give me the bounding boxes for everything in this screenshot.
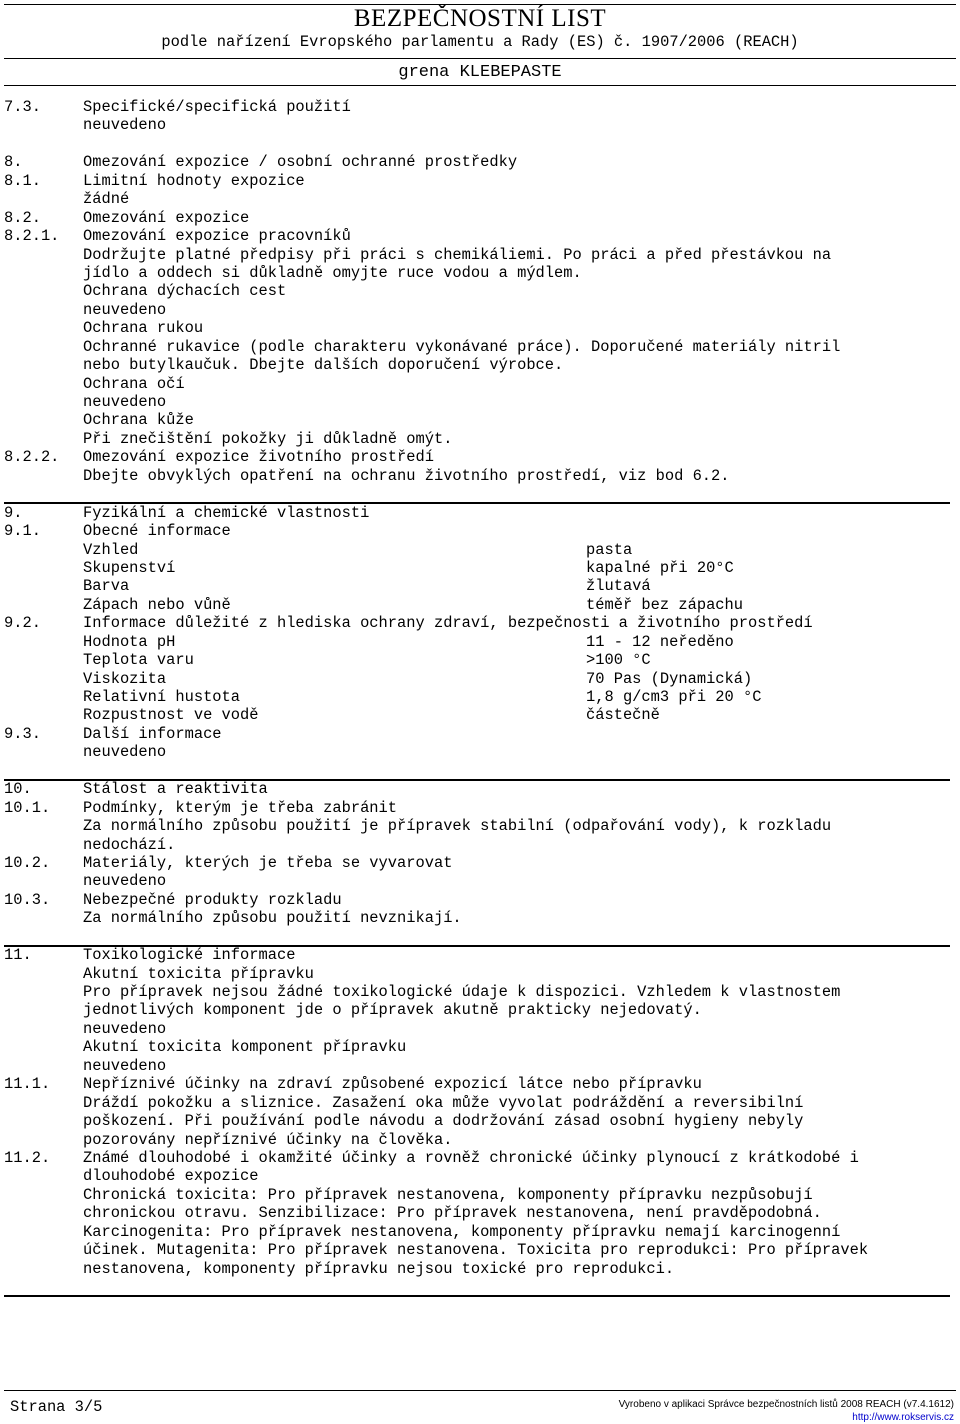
text-line — [4, 596, 950, 614]
line-text: Dbejte obvyklých opatření na ochranu životního prostředí, viz bod 6.2. — [83, 466, 730, 485]
text-line — [4, 1131, 950, 1149]
document-body — [4, 98, 950, 1296]
text-line — [4, 1241, 950, 1259]
line-text: žádné — [83, 190, 130, 209]
text-line — [4, 1001, 950, 1019]
line-text: nedochází. — [83, 835, 176, 854]
text-line — [4, 172, 950, 190]
text-line — [4, 541, 950, 559]
text-line — [4, 651, 950, 669]
text-line — [4, 246, 950, 264]
section-heading: Specifické/specifická použití — [83, 98, 351, 116]
section-heading: Omezování expozice — [83, 208, 250, 227]
property-label: Skupenství — [83, 558, 176, 577]
property-label: Vzhled — [83, 540, 139, 559]
text-line — [4, 854, 950, 872]
section-heading: Informace důležité z hlediska ochrany zdraví, bezpečnosti a životního prostředí — [83, 614, 813, 633]
section-heading: Omezování expozice / osobní ochranné prostředky — [83, 153, 518, 172]
text-line — [4, 338, 950, 356]
section-number: 8.1. — [4, 171, 41, 190]
line-text: Ochrana dýchacích cest — [83, 282, 287, 301]
section-heading: Fyzikální a chemické vlastnosti — [83, 503, 370, 522]
section-number: 9.3. — [4, 724, 41, 743]
text-line — [4, 909, 950, 927]
text-line — [4, 1112, 950, 1130]
text-line — [4, 965, 950, 983]
section-number: 10.1. — [4, 798, 51, 817]
section-heading: Omezování expozice pracovníků — [83, 227, 351, 246]
section-heading: Materiály, kterých je třeba se vyvarovat — [83, 853, 453, 872]
line-text: neuvedeno — [83, 1019, 167, 1038]
text-line — [4, 1038, 950, 1056]
line-text: neuvedeno — [83, 393, 167, 411]
text-line — [4, 1075, 950, 1093]
section-number: 8.2.2. — [4, 448, 60, 467]
line-text: Dráždí pokožku a sliznice. Zasažení oka může vyvolat podráždění a reversibilní — [83, 1093, 804, 1112]
text-line — [4, 282, 950, 300]
product-name: grena KLEBEPASTE — [398, 63, 562, 82]
text-line — [4, 633, 950, 651]
text-line — [4, 670, 950, 688]
line-text: pozorovány nepříznivé účinky na člověka. — [83, 1130, 453, 1149]
property-value: 11 - 12 neředěno — [586, 632, 734, 651]
footer-made-by: Vyrobeno v aplikaci Správce bezpečnostních listů 2008 REACH (v7.4.1612) — [618, 1399, 954, 1410]
line-text: Ochrana kůže — [83, 411, 194, 430]
page-number: Strana 3/5 — [10, 1398, 103, 1416]
section-divider — [4, 928, 950, 946]
footer-credit — [619, 1398, 954, 1424]
text-line — [4, 467, 950, 485]
line-text: Akutní toxicita přípravku — [83, 964, 314, 983]
section-number: 10. — [4, 780, 32, 799]
section-number: 11. — [4, 946, 32, 965]
text-line — [4, 153, 950, 171]
text-line — [4, 688, 950, 706]
text-line — [4, 559, 950, 577]
section-number: 9.1. — [4, 522, 41, 541]
line-text: nebo butylkaučuk. Dbejte dalších doporučení výrobce. — [83, 356, 564, 375]
header-divider — [4, 85, 956, 86]
text-line — [4, 983, 950, 1001]
line-text: jednotlivých komponent jde o přípravek akutně prakticky nejedovatý. — [83, 1001, 702, 1020]
line-text: neuvedeno — [83, 743, 167, 762]
text-line — [4, 614, 950, 632]
property-value: kapalné při 20°C — [586, 558, 734, 577]
line-text: nestanovena, komponenty přípravku nejsou toxické pro reprodukci. — [83, 1259, 675, 1278]
property-value: pasta — [586, 540, 633, 559]
line-text: jídlo a oddech si důkladně omyjte ruce vodou a mýdlem. — [83, 263, 582, 282]
text-line — [4, 799, 950, 817]
section-number: 11.2. — [4, 1148, 51, 1167]
text-line — [4, 319, 950, 337]
document-title: BEZPEČNOSTNÍ LIST — [353, 5, 607, 32]
section-heading: Podmínky, kterým je třeba zabránit — [83, 798, 398, 817]
line-text: Za normálního způsobu použití je přípravek stabilní (odpařování vody), k rozkladu — [83, 817, 832, 836]
text-line — [4, 1204, 950, 1222]
text-line — [4, 725, 950, 743]
line-text: Ochranné rukavice (podle charakteru vykonávané práce). Doporučené materiály nitril — [83, 337, 841, 356]
text-line — [4, 98, 950, 116]
section-number: 10.2. — [4, 853, 51, 872]
section-heading: Známé dlouhodobé i okamžité účinky a rovněž chronické účinky plynoucí z krátkodobé i — [83, 1148, 859, 1167]
text-line — [4, 946, 950, 964]
text-line — [4, 430, 950, 448]
text-line — [4, 448, 950, 466]
text-line — [4, 817, 950, 835]
text-line — [4, 301, 950, 319]
text-line — [4, 872, 950, 890]
line-text: Ochrana očí — [83, 374, 185, 393]
text-line — [4, 504, 950, 522]
text-line — [4, 577, 950, 595]
line-text: Pro přípravek nejsou žádné toxikologické údaje k dispozici. Vzhledem k vlastnostem — [83, 983, 841, 1001]
text-line — [4, 1186, 950, 1204]
section-heading: Nepříznivé účinky na zdraví způsobené expozicí látce nebo přípravku — [83, 1075, 702, 1094]
line-text: Ochrana rukou — [83, 319, 204, 338]
section-heading: Obecné informace — [83, 522, 231, 541]
property-label: Barva — [83, 577, 130, 596]
text-line — [4, 522, 950, 540]
property-value: 70 Pas (Dynamická) — [586, 669, 753, 688]
line-text: Dodržujte platné předpisy při práci s chemikáliemi. Po práci a před přestávkou na — [83, 245, 832, 264]
footer-url-link[interactable]: http://www.rokservis.cz — [852, 1412, 954, 1423]
property-value: >100 °C — [586, 651, 651, 670]
section-heading: Limitní hodnoty expozice — [83, 171, 305, 190]
text-line — [4, 836, 950, 854]
property-label: Teplota varu — [83, 651, 194, 670]
line-text: Při znečištění pokožky ji důkladně omýt. — [83, 429, 453, 448]
line-text: Karcinogenita: Pro přípravek nestanovena, komponenty přípravku nemají karcinogenní — [83, 1222, 841, 1241]
section-heading: Stálost a reaktivita — [83, 780, 268, 799]
line-text: Za normálního způsobu použití nevznikají. — [83, 909, 462, 928]
property-label: Rozpustnost ve vodě — [83, 706, 259, 725]
text-line — [4, 209, 950, 227]
section-divider — [4, 485, 950, 503]
line-text: poškození. Při používání podle návodu a dodržování zásad osobní hygieny nebyly — [83, 1112, 804, 1131]
section-divider — [4, 1278, 950, 1296]
section-number: 8. — [4, 153, 23, 172]
text-line — [4, 1057, 950, 1075]
line-text: neuvedeno — [83, 116, 167, 135]
property-value: 1,8 g/cm3 při 20 °C — [586, 688, 762, 706]
section-heading: Nebezpečné produkty rozkladu — [83, 890, 342, 909]
text-line — [4, 393, 950, 411]
section-number: 8.2. — [4, 208, 41, 227]
section-number: 11.1. — [4, 1075, 51, 1094]
text-line — [4, 1167, 950, 1185]
section-heading: Omezování expozice životního prostředí — [83, 448, 434, 467]
property-value: téměř bez zápachu — [586, 595, 744, 614]
text-line — [4, 227, 950, 245]
text-line — [4, 780, 950, 798]
line-text: účinek. Mutagenita: Pro přípravek nestanovena. Toxicita pro reprodukci: Pro přípravek — [83, 1241, 869, 1260]
text-line — [4, 411, 950, 429]
section-heading: Toxikologické informace — [83, 946, 296, 965]
property-label: Hodnota pH — [83, 632, 176, 651]
section-number: 8.2.1. — [4, 227, 60, 246]
property-label: Zápach nebo vůně — [83, 595, 231, 614]
section-number: 9. — [4, 503, 23, 522]
section-divider — [4, 762, 950, 780]
text-line — [4, 190, 950, 208]
property-value: žlutavá — [586, 577, 651, 596]
text-line — [4, 1260, 950, 1278]
document-subtitle: podle nařízení Evropského parlamentu a Rady (ES) č. 1907/2006 (REACH) — [161, 33, 799, 51]
text-line — [4, 706, 950, 724]
section-heading: Další informace — [83, 724, 222, 743]
footer-divider — [4, 1390, 956, 1391]
section-number: 7.3. — [4, 98, 41, 116]
line-text: Akutní toxicita komponent přípravku — [83, 1038, 407, 1057]
line-text: neuvedeno — [83, 872, 167, 891]
line-text: chronickou otravu. Senzibilizace: Pro přípravek nestanovena, není pravděpodobná. — [83, 1204, 822, 1223]
line-text: neuvedeno — [83, 1056, 167, 1075]
blank-line — [4, 135, 950, 153]
text-line — [4, 356, 950, 374]
text-line — [4, 743, 950, 761]
line-text: neuvedeno — [83, 300, 167, 319]
property-label: Viskozita — [83, 669, 167, 688]
line-text: dlouhodobé expozice — [83, 1167, 259, 1186]
property-label: Relativní hustota — [83, 688, 241, 706]
property-value: částečně — [586, 706, 660, 725]
section-number: 10.3. — [4, 890, 51, 909]
text-line — [4, 116, 950, 134]
text-line — [4, 1223, 950, 1241]
text-line — [4, 1094, 950, 1112]
line-text: Chronická toxicita: Pro přípravek nestanovena, komponenty přípravku nezpůsobují — [83, 1185, 813, 1204]
text-line — [4, 1020, 950, 1038]
text-line — [4, 891, 950, 909]
text-line — [4, 264, 950, 282]
text-line — [4, 375, 950, 393]
section-number: 9.2. — [4, 614, 41, 633]
text-line — [4, 1149, 950, 1167]
